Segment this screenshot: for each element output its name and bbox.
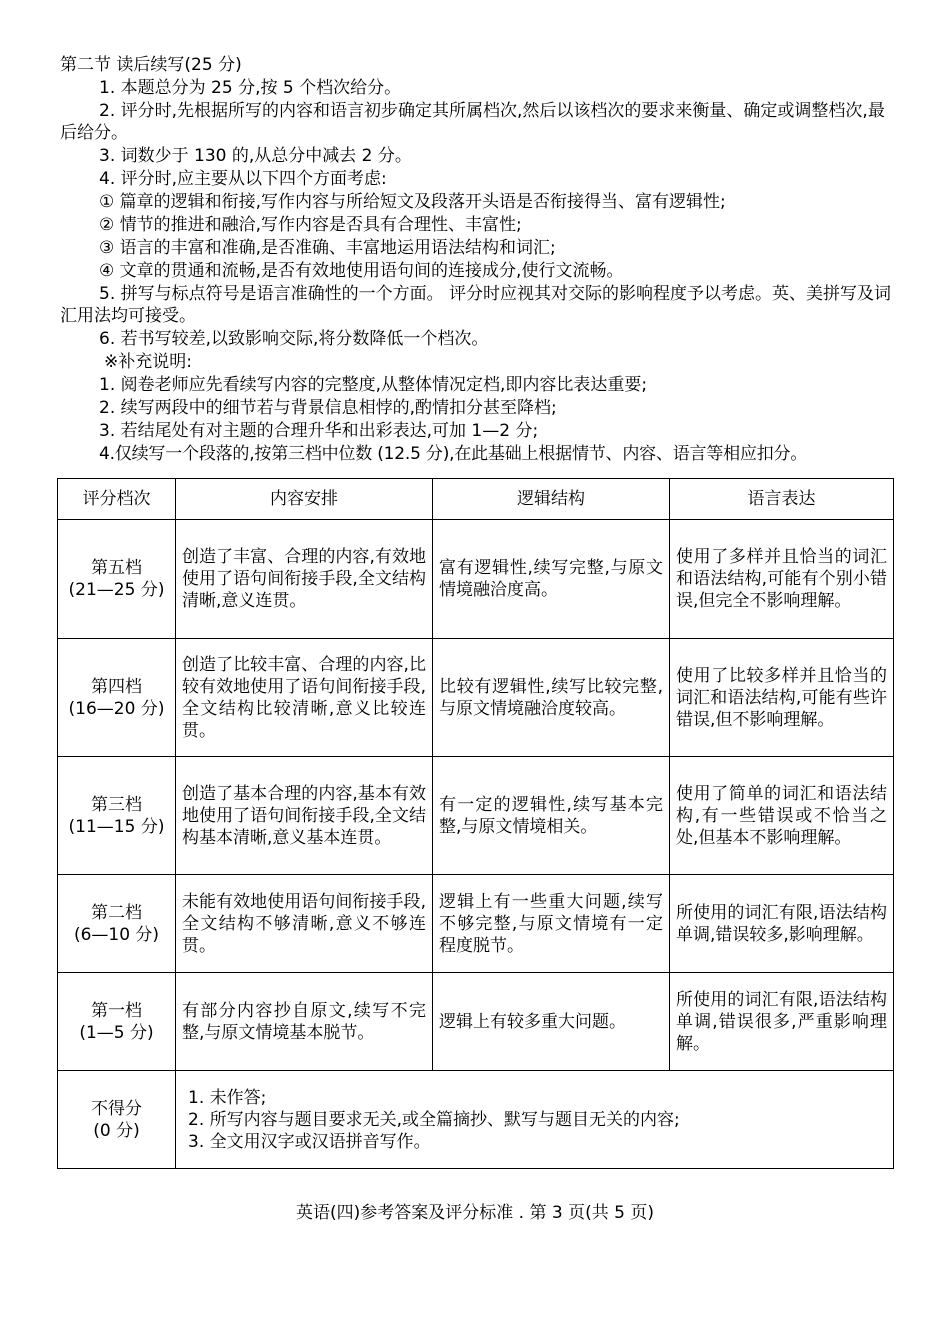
logic-cell: 比较有逻辑性,续写比较完整,与原文情境融洽度较高。 bbox=[433, 639, 670, 757]
level-range: (21—25 分) bbox=[68, 580, 165, 600]
zero-reason-1: 1. 未作答; bbox=[188, 1087, 267, 1108]
content-cell: 未能有效地使用语句间衔接手段,全文结构不够清晰,意义不够连贯。 bbox=[176, 875, 433, 973]
level-range: (11—15 分) bbox=[68, 816, 165, 837]
level-name: 第三档 bbox=[91, 794, 142, 815]
language-cell: 使用了多样并且恰当的词汇和语法结构,可能有个别小错误,但完全不影响理解。 bbox=[670, 520, 894, 639]
header-language: 语言表达 bbox=[670, 479, 894, 520]
logic-cell: 逻辑上有较多重大问题。 bbox=[433, 973, 670, 1071]
section-title: 第二节 读后续写(25 分) bbox=[60, 55, 242, 75]
level-range: (1—5 分) bbox=[79, 1022, 154, 1043]
level-cell bbox=[58, 1071, 176, 1169]
level-cell bbox=[58, 875, 176, 973]
language-cell: 所使用的词汇有限,语法结构单调,错误较多,影响理解。 bbox=[670, 875, 894, 973]
content-cell: 创造了比较丰富、合理的内容,比较有效地使用了语句间衔接手段,全文结构比较清晰,意义比较连贯。 bbox=[176, 639, 433, 757]
rule-6: 6. 若书写较差,以致影响交际,将分数降低一个档次。 bbox=[99, 329, 489, 349]
level-cell bbox=[58, 757, 176, 875]
rule-3: 3. 词数少于 130 的,从总分中减去 2 分。 bbox=[99, 146, 412, 166]
supplement-1: 1. 阅卷老师应先看续写内容的完整度,从整体情况定档,即内容比表达重要; bbox=[99, 375, 648, 395]
language-cell: 使用了比较多样并且恰当的词汇和语法结构,可能有些许错误,但不影响理解。 bbox=[670, 639, 894, 757]
level-name: 第一档 bbox=[91, 1000, 142, 1021]
zero-reason-2: 2. 所写内容与题目要求无关,或全篇摘抄、默写与题目无关的内容; bbox=[188, 1109, 680, 1130]
page-footer: 英语(四)参考答案及评分标准 . 第 3 页(共 5 页) bbox=[296, 1203, 654, 1223]
logic-cell: 逻辑上有一些重大问题,续写不够完整,与原文情境有一定程度脱节。 bbox=[433, 875, 670, 973]
supplement-3: 3. 若结尾处有对主题的合理升华和出彩表达,可加 1—2 分; bbox=[99, 421, 539, 441]
supplement-2: 2. 续写两段中的细节若与背景信息相悖的,酌情扣分甚至降档; bbox=[99, 398, 557, 418]
content-cell: 创造了基本合理的内容,基本有效地使用了语句间衔接手段,全文结构基本清晰,意义基本连贯。 bbox=[176, 757, 433, 875]
table-row bbox=[58, 639, 894, 757]
level-name: 第二档 bbox=[91, 902, 142, 923]
table-row bbox=[58, 973, 894, 1071]
level-cell bbox=[58, 973, 176, 1071]
rule-4-item-2: ② 情节的推进和融洽,写作内容是否具有合理性、丰富性; bbox=[99, 215, 522, 235]
rule-4: 4. 评分时,应主要从以下四个方面考虑: bbox=[99, 169, 387, 189]
supplement-4: 4.仅续写一个段落的,按第三档中位数 (12.5 分),在此基础上根据情节、内容、语言等相应扣分。 bbox=[99, 444, 808, 464]
level-cell bbox=[58, 639, 176, 757]
language-cell: 使用了简单的词汇和语法结构,有一些错误或不恰当之处,但基本不影响理解。 bbox=[670, 757, 894, 875]
rule-1: 1. 本题总分为 25 分,按 5 个档次给分。 bbox=[99, 78, 402, 98]
header-level: 评分档次 bbox=[58, 479, 176, 520]
zero-reasons-cell bbox=[176, 1071, 894, 1169]
level-cell bbox=[58, 520, 176, 639]
table-row bbox=[58, 520, 894, 639]
table-header-row bbox=[58, 479, 894, 520]
header-content: 内容安排 bbox=[176, 479, 433, 520]
zero-reason-3: 3. 全文用汉字或汉语拼音写作。 bbox=[188, 1131, 431, 1152]
rule-2: 2. 评分时,先根据所写的内容和语言初步确定其所属档次,然后以该档次的要求来衡量、确定或调整档次,最后给分。 bbox=[60, 101, 885, 143]
header-logic: 逻辑结构 bbox=[433, 479, 670, 520]
logic-cell: 有一定的逻辑性,续写基本完整,与原文情境相关。 bbox=[433, 757, 670, 875]
rule-4-item-1: ① 篇章的逻辑和衔接,写作内容与所给短文及段落开头语是否衔接得当、富有逻辑性; bbox=[99, 192, 726, 212]
level-range: (6—10 分) bbox=[73, 924, 160, 945]
rule-4-item-4: ④ 文章的贯通和流畅,是否有效地使用语句间的连接成分,使行文流畅。 bbox=[99, 261, 624, 281]
content-cell: 有部分内容抄自原文,续写不完整,与原文情境基本脱节。 bbox=[176, 973, 433, 1071]
level-name: 不得分 bbox=[91, 1098, 142, 1119]
level-name: 第五档 bbox=[91, 558, 142, 578]
level-range: (0 分) bbox=[93, 1120, 140, 1141]
supplement-title: ※补充说明: bbox=[104, 352, 192, 372]
level-name: 第四档 bbox=[91, 676, 142, 697]
level-range: (16—20 分) bbox=[68, 698, 165, 719]
rule-4-item-3: ③ 语言的丰富和准确,是否准确、丰富地运用语法结构和词汇; bbox=[99, 238, 556, 258]
grading-table bbox=[57, 478, 894, 1169]
logic-cell: 富有逻辑性,续写完整,与原文情境融洽度高。 bbox=[433, 520, 670, 639]
table-row bbox=[58, 875, 894, 973]
rule-5: 5. 拼写与标点符号是语言准确性的一个方面。 评分时应视其对交际的影响程度予以考虑。英、美拼写及词汇用法均可接受。 bbox=[60, 284, 892, 326]
table-row bbox=[58, 757, 894, 875]
table-row-zero bbox=[58, 1071, 894, 1169]
content-cell: 创造了丰富、合理的内容,有效地使用了语句间衔接手段,全文结构清晰,意义连贯。 bbox=[176, 520, 433, 639]
language-cell: 所使用的词汇有限,语法结构单调,错误很多,严重影响理解。 bbox=[670, 973, 894, 1071]
